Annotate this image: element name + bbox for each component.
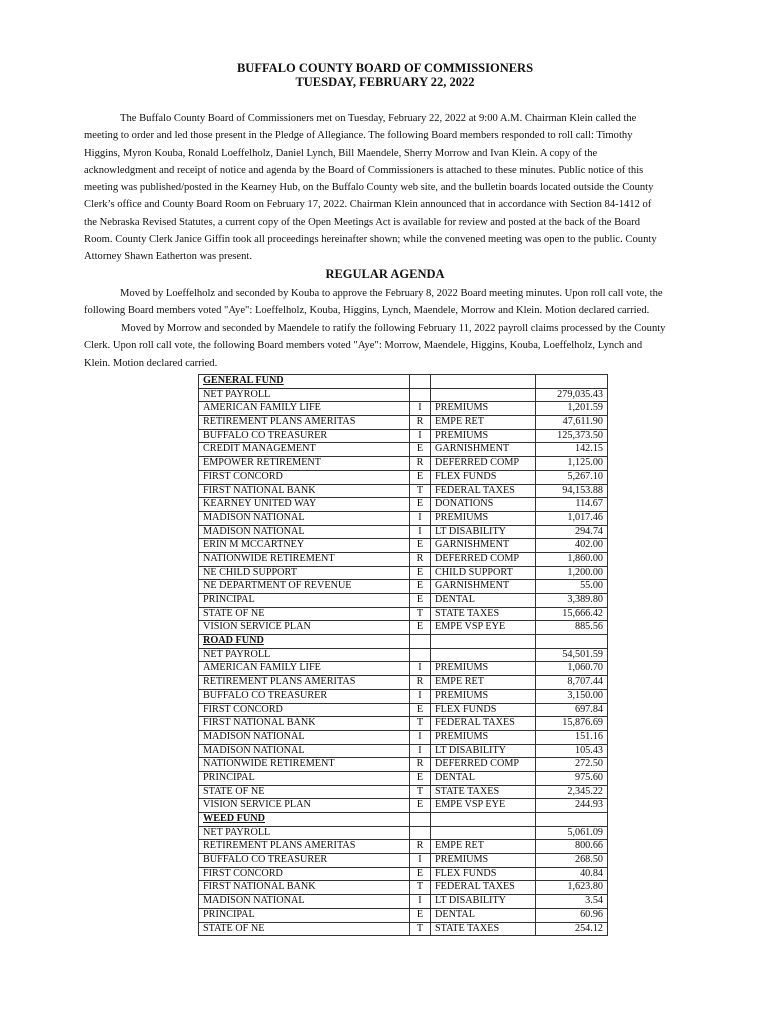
payee-cell: KEARNEY UNITED WAY (199, 498, 410, 512)
code-cell: I (410, 689, 431, 703)
payroll-claims-table (198, 374, 608, 936)
table-row (199, 416, 608, 430)
payee-cell: MADISON NATIONAL (199, 511, 410, 525)
fund-heading: ROAD FUND (203, 635, 264, 647)
code-cell: I (410, 744, 431, 758)
table-row (199, 388, 608, 402)
description-cell: STATE TAXES (431, 922, 536, 936)
description-cell: DEFERRED COMP (431, 457, 536, 471)
amount-cell: 5,061.09 (536, 826, 608, 840)
code-cell (410, 388, 431, 402)
code-cell: I (410, 730, 431, 744)
table-row (199, 443, 608, 457)
amount-cell: 294.74 (536, 525, 608, 539)
table-row (199, 511, 608, 525)
code-cell: R (410, 758, 431, 772)
payee-cell: FIRST NATIONAL BANK (199, 484, 410, 498)
fund-heading: GENERAL FUND (203, 375, 284, 387)
amount-cell: 272.50 (536, 758, 608, 772)
table-row (199, 539, 608, 553)
payee-cell: MADISON NATIONAL (199, 730, 410, 744)
paragraph-line: Moved by Loeffelholz and seconded by Kouba to approve the February 8, 2022 Board meeting minutes. Upon roll call vote, the (120, 288, 663, 299)
payee-cell: FIRST CONCORD (199, 703, 410, 717)
code-cell: R (410, 416, 431, 430)
description-cell: PREMIUMS (431, 854, 536, 868)
amount-cell: 800.66 (536, 840, 608, 854)
table-row (199, 552, 608, 566)
paragraph-line: Clerk. Upon roll call vote, the following Board members voted "Aye": Morrow, Maendele, Higgins, Kouba, Loeffelholz, Lynch and (84, 340, 643, 352)
payee-cell: RETIREMENT PLANS AMERITAS (199, 840, 410, 854)
amount-cell (536, 375, 608, 389)
document-date: TUESDAY, FEBRUARY 22, 2022 (295, 75, 475, 89)
description-cell: EMPE VSP EYE (431, 621, 536, 635)
table-row (199, 881, 608, 895)
amount-cell: 40.84 (536, 867, 608, 881)
amount-cell: 5,267.10 (536, 470, 608, 484)
code-cell (410, 826, 431, 840)
table-row (199, 854, 608, 868)
description-cell: PREMIUMS (431, 662, 536, 676)
amount-cell: 279,035.43 (536, 388, 608, 402)
code-cell (410, 648, 431, 662)
amount-cell: 125,373.50 (536, 429, 608, 443)
payee-cell: MADISON NATIONAL (199, 895, 410, 909)
payee-cell (199, 813, 410, 827)
table-row (199, 730, 608, 744)
description-cell: EMPE RET (431, 416, 536, 430)
description-cell: DEFERRED COMP (431, 552, 536, 566)
description-cell: PREMIUMS (431, 689, 536, 703)
table-row (199, 867, 608, 881)
description-cell (431, 648, 536, 662)
description-cell: CHILD SUPPORT (431, 566, 536, 580)
description-cell: STATE TAXES (431, 607, 536, 621)
payee-cell: AMERICAN FAMILY LIFE (199, 402, 410, 416)
document-title: BUFFALO COUNTY BOARD OF COMMISSIONERS (236, 61, 534, 75)
amount-cell: 1,017.46 (536, 511, 608, 525)
table-row (199, 498, 608, 512)
code-cell: I (410, 429, 431, 443)
payee-cell: NET PAYROLL (199, 388, 410, 402)
description-cell (431, 375, 536, 389)
description-cell (431, 388, 536, 402)
amount-cell: 1,623.80 (536, 881, 608, 895)
payee-cell: NET PAYROLL (199, 826, 410, 840)
payee-cell: STATE OF NE (199, 785, 410, 799)
code-cell: E (410, 594, 431, 608)
description-cell: DEFERRED COMP (431, 758, 536, 772)
description-cell: EMPE RET (431, 676, 536, 690)
amount-cell: 697.84 (536, 703, 608, 717)
description-cell: FEDERAL TAXES (431, 717, 536, 731)
code-cell: E (410, 498, 431, 512)
code-cell: R (410, 676, 431, 690)
paragraph-line: acknowledgment and receipt of notice and agenda by the Board of Commissioners is attached to these minutes. Public notice of this (84, 164, 644, 176)
payee-cell: FIRST CONCORD (199, 867, 410, 881)
amount-cell: 60.96 (536, 908, 608, 922)
table-row (199, 771, 608, 785)
description-cell: PREMIUMS (431, 429, 536, 443)
table-row (199, 744, 608, 758)
description-cell: FEDERAL TAXES (431, 881, 536, 895)
description-cell: DONATIONS (431, 498, 536, 512)
amount-cell: 47,611.90 (536, 416, 608, 430)
motion-payroll-paragraph (84, 320, 722, 372)
table-row (199, 785, 608, 799)
payee-cell: PRINCIPAL (199, 594, 410, 608)
description-cell: GARNISHMENT (431, 580, 536, 594)
payee-cell: RETIREMENT PLANS AMERITAS (199, 416, 410, 430)
description-cell: FLEX FUNDS (431, 703, 536, 717)
description-cell: FLEX FUNDS (431, 867, 536, 881)
description-cell: DENTAL (431, 594, 536, 608)
code-cell: T (410, 717, 431, 731)
description-cell: PREMIUMS (431, 511, 536, 525)
payee-cell: VISION SERVICE PLAN (199, 621, 410, 635)
table-row (199, 525, 608, 539)
code-cell: R (410, 840, 431, 854)
amount-cell (536, 813, 608, 827)
amount-cell: 1,201.59 (536, 402, 608, 416)
table-row (199, 676, 608, 690)
amount-cell: 3.54 (536, 895, 608, 909)
payee-cell: RETIREMENT PLANS AMERITAS (199, 676, 410, 690)
payee-cell: STATE OF NE (199, 922, 410, 936)
code-cell: E (410, 799, 431, 813)
code-cell: I (410, 511, 431, 525)
description-cell: PREMIUMS (431, 730, 536, 744)
motion-minutes-paragraph (84, 285, 722, 320)
amount-cell: 975.60 (536, 771, 608, 785)
description-cell: GARNISHMENT (431, 443, 536, 457)
code-cell: I (410, 854, 431, 868)
code-cell: E (410, 580, 431, 594)
table-row (199, 703, 608, 717)
description-cell: EMPE VSP EYE (431, 799, 536, 813)
payee-cell: STATE OF NE (199, 607, 410, 621)
amount-cell: 268.50 (536, 854, 608, 868)
amount-cell: 244.93 (536, 799, 608, 813)
payee-cell: BUFFALO CO TREASURER (199, 689, 410, 703)
amount-cell: 885.56 (536, 621, 608, 635)
table-row (199, 840, 608, 854)
paragraph-line: meeting was published/posted in the Kearney Hub, on the Buffalo County web site, and the bulletin boards located outside the County (84, 182, 654, 194)
table-row (199, 826, 608, 840)
table-row (199, 580, 608, 594)
amount-cell: 114.67 (536, 498, 608, 512)
amount-cell: 15,876.69 (536, 717, 608, 731)
payee-cell: NET PAYROLL (199, 648, 410, 662)
paragraph-line: Higgins, Myron Kouba, Ronald Loeffelholz, Daniel Lynch, Bill Maendele, Sherry Morrow and Ivan Klein. A copy of the (84, 147, 598, 159)
code-cell: I (410, 895, 431, 909)
description-cell: GARNISHMENT (431, 539, 536, 553)
amount-cell: 8,707.44 (536, 676, 608, 690)
description-cell: STATE TAXES (431, 785, 536, 799)
payee-cell: BUFFALO CO TREASURER (199, 854, 410, 868)
code-cell: E (410, 771, 431, 785)
table-row (199, 566, 608, 580)
table-row (199, 594, 608, 608)
description-cell: FEDERAL TAXES (431, 484, 536, 498)
code-cell (410, 635, 431, 649)
code-cell: I (410, 525, 431, 539)
description-cell (431, 813, 536, 827)
code-cell: R (410, 457, 431, 471)
paragraph-line: Moved by Morrow and seconded by Maendele to ratify the following February 11, 2022 payroll claims processed by the County (121, 323, 666, 334)
payee-cell: VISION SERVICE PLAN (199, 799, 410, 813)
amount-cell: 105.43 (536, 744, 608, 758)
code-cell: T (410, 607, 431, 621)
paragraph-line: Klein. Motion declared carried. (84, 357, 218, 369)
paragraph-line: Clerk’s office and County Board Room on February 17, 2022. Chairman Klein announced that in accordance with Section 84-1412 of (84, 199, 652, 211)
fund-heading-row (199, 635, 608, 649)
amount-cell: 15,666.42 (536, 607, 608, 621)
amount-cell: 1,200.00 (536, 566, 608, 580)
fund-heading-row (199, 813, 608, 827)
payee-cell: NATIONWIDE RETIREMENT (199, 552, 410, 566)
table-row (199, 457, 608, 471)
description-cell: LT DISABILITY (431, 895, 536, 909)
amount-cell: 402.00 (536, 539, 608, 553)
code-cell: E (410, 443, 431, 457)
payee-cell: EMPOWER RETIREMENT (199, 457, 410, 471)
table-row (199, 908, 608, 922)
code-cell: R (410, 552, 431, 566)
code-cell: E (410, 703, 431, 717)
payee-cell: FIRST NATIONAL BANK (199, 717, 410, 731)
code-cell: T (410, 881, 431, 895)
fund-heading: WEED FUND (203, 813, 265, 825)
paragraph-line: The Buffalo County Board of Commissioners met on Tuesday, February 22, 2022 at 9:00 A.M. Chairman Klein called the (120, 113, 637, 124)
description-cell: DENTAL (431, 771, 536, 785)
paragraph-line: following Board members voted "Aye": Loeffelholz, Kouba, Higgins, Lynch, Maendele, Morrow and Klein. Motion declared carried. (84, 305, 650, 317)
payee-cell: BUFFALO CO TREASURER (199, 429, 410, 443)
code-cell: E (410, 908, 431, 922)
code-cell: I (410, 402, 431, 416)
payee-cell: CREDIT MANAGEMENT (199, 443, 410, 457)
payee-cell (199, 635, 410, 649)
payee-cell: NATIONWIDE RETIREMENT (199, 758, 410, 772)
code-cell: E (410, 621, 431, 635)
amount-cell: 1,860.00 (536, 552, 608, 566)
payee-cell: FIRST NATIONAL BANK (199, 881, 410, 895)
table-row (199, 895, 608, 909)
code-cell: E (410, 867, 431, 881)
amount-cell: 1,125.00 (536, 457, 608, 471)
description-cell (431, 635, 536, 649)
table-row (199, 621, 608, 635)
payee-cell: MADISON NATIONAL (199, 744, 410, 758)
amount-cell: 142.15 (536, 443, 608, 457)
description-cell: LT DISABILITY (431, 744, 536, 758)
payee-cell: AMERICAN FAMILY LIFE (199, 662, 410, 676)
payee-cell: PRINCIPAL (199, 908, 410, 922)
description-cell: LT DISABILITY (431, 525, 536, 539)
description-cell (431, 826, 536, 840)
code-cell: I (410, 662, 431, 676)
amount-cell: 1,060.70 (536, 662, 608, 676)
code-cell: E (410, 539, 431, 553)
amount-cell: 3,150.00 (536, 689, 608, 703)
amount-cell: 151.16 (536, 730, 608, 744)
code-cell: T (410, 922, 431, 936)
section-heading: REGULAR AGENDA (325, 267, 445, 281)
table-row (199, 607, 608, 621)
amount-cell: 254.12 (536, 922, 608, 936)
payee-cell (199, 375, 410, 389)
table-row (199, 402, 608, 416)
code-cell: E (410, 470, 431, 484)
table-row (199, 799, 608, 813)
payee-cell: ERIN M MCCARTNEY (199, 539, 410, 553)
description-cell: PREMIUMS (431, 402, 536, 416)
paragraph-line: Room. County Clerk Janice Giffin took all proceedings hereinafter shown; while the convened meeting was open to the public. County (84, 234, 657, 246)
table-row (199, 717, 608, 731)
amount-cell: 94,153.88 (536, 484, 608, 498)
table-row (199, 758, 608, 772)
code-cell (410, 375, 431, 389)
paragraph-line: Attorney Shawn Eatherton was present. (84, 251, 252, 263)
table-row (199, 470, 608, 484)
description-cell: EMPE RET (431, 840, 536, 854)
paragraph-line: the Nebraska Revised Statutes, a current copy of the Open Meetings Act is available for review and posted at the back of the Board (84, 216, 640, 228)
table-row (199, 922, 608, 936)
table-row (199, 429, 608, 443)
code-cell: T (410, 484, 431, 498)
code-cell (410, 813, 431, 827)
amount-cell: 54,501.59 (536, 648, 608, 662)
table-row (199, 689, 608, 703)
payee-cell: PRINCIPAL (199, 771, 410, 785)
paragraph-line: meeting to order and led those present in the Pledge of Allegiance. The following Board members responded to roll call: Timothy (84, 130, 633, 142)
code-cell: E (410, 566, 431, 580)
table-row (199, 648, 608, 662)
amount-cell (536, 635, 608, 649)
payee-cell: MADISON NATIONAL (199, 525, 410, 539)
intro-paragraph (84, 110, 722, 266)
description-cell: FLEX FUNDS (431, 470, 536, 484)
code-cell: T (410, 785, 431, 799)
amount-cell: 3,389.80 (536, 594, 608, 608)
table-row (199, 662, 608, 676)
table-row (199, 484, 608, 498)
amount-cell: 2,345.22 (536, 785, 608, 799)
payee-cell: FIRST CONCORD (199, 470, 410, 484)
payee-cell: NE DEPARTMENT OF REVENUE (199, 580, 410, 594)
amount-cell: 55.00 (536, 580, 608, 594)
payee-cell: NE CHILD SUPPORT (199, 566, 410, 580)
fund-heading-row (199, 375, 608, 389)
description-cell: DENTAL (431, 908, 536, 922)
